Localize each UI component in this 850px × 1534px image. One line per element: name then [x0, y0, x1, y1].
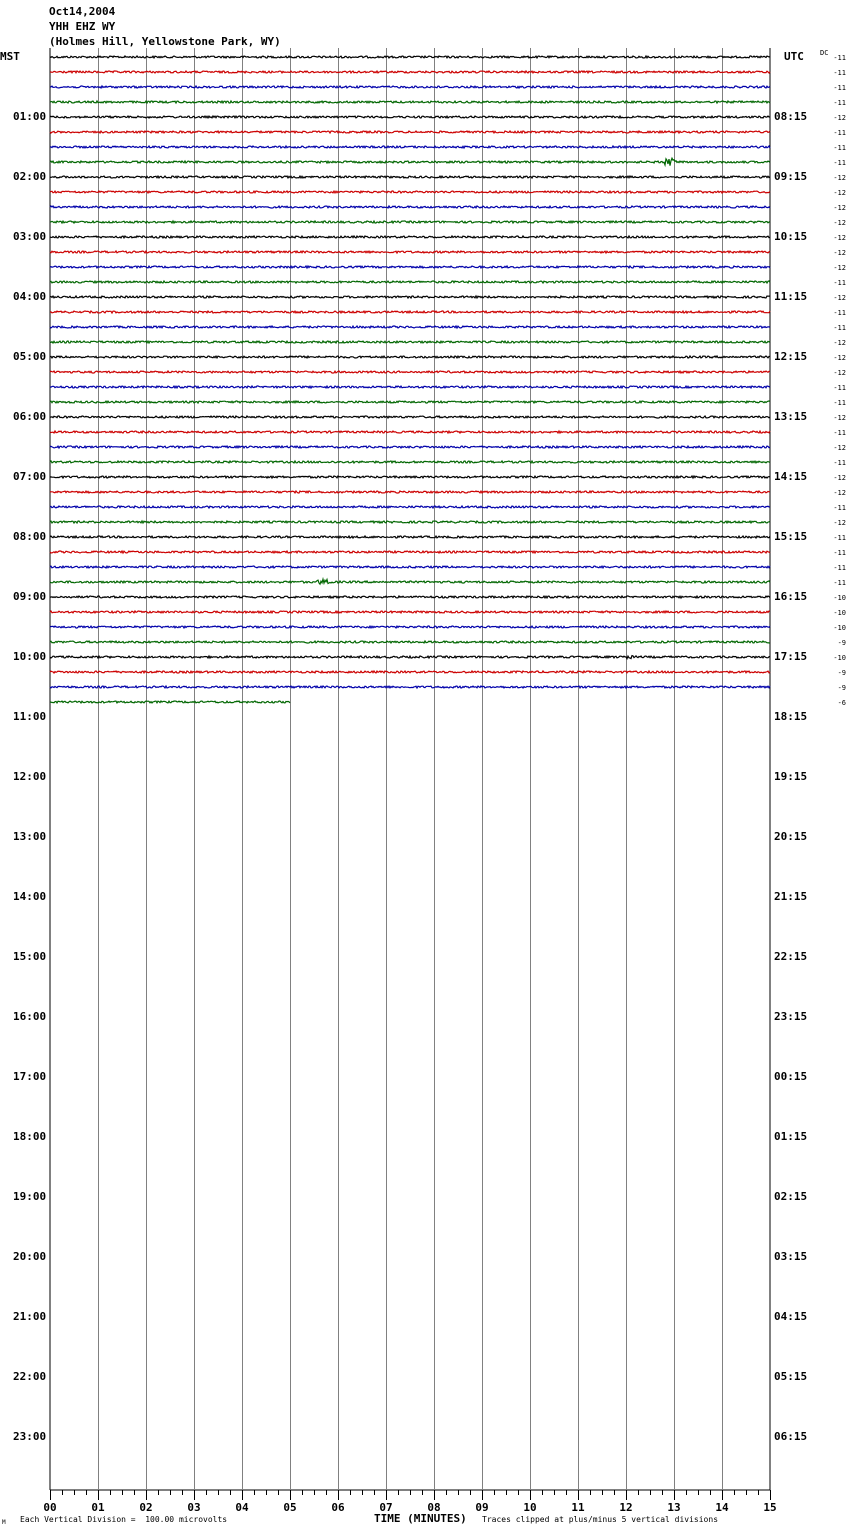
- dc-offset-label: -12: [833, 264, 846, 272]
- x-tick-label: 14: [715, 1501, 729, 1514]
- mst-hour-label: 03:00: [13, 230, 47, 243]
- mst-hour-label: 13:00: [13, 830, 47, 843]
- utc-hour-label: 06:15: [774, 1430, 808, 1443]
- dc-offset-label: -11: [833, 129, 846, 137]
- dc-offset-label: -11: [833, 159, 846, 167]
- dc-offset-label: -12: [833, 174, 846, 182]
- dc-offset-label: -11: [833, 564, 846, 572]
- dc-offset-label: -11: [833, 99, 846, 107]
- mst-hour-label: 21:00: [13, 1310, 47, 1323]
- seismic-trace: [50, 326, 770, 328]
- left-axis-title: MST: [0, 50, 20, 63]
- x-tick-label: 00: [43, 1501, 57, 1514]
- seismic-trace: [50, 506, 770, 508]
- seismic-trace: [50, 56, 770, 58]
- seismic-trace: [50, 356, 770, 358]
- mst-hour-label: 23:00: [13, 1430, 47, 1443]
- utc-hour-label: 09:15: [774, 170, 808, 183]
- mst-hour-label: 14:00: [13, 890, 47, 903]
- mst-hour-label: 07:00: [13, 470, 47, 483]
- seismic-trace: [50, 191, 770, 193]
- clip-note: Traces clipped at plus/minus 5 vertical divisions: [482, 1515, 719, 1524]
- dc-offset-label: -12: [833, 189, 846, 197]
- dc-offset-label: -11: [833, 579, 846, 587]
- seismic-trace: [50, 551, 770, 553]
- seismic-trace: [50, 579, 770, 584]
- utc-hour-label: 20:15: [774, 830, 808, 843]
- dc-offset-label: -11: [833, 459, 846, 467]
- mst-hour-label: 09:00: [13, 590, 47, 603]
- utc-hour-label: 15:15: [774, 530, 808, 543]
- seismic-trace: [50, 71, 770, 73]
- utc-hour-label: 13:15: [774, 410, 808, 423]
- x-tick-label: 03: [187, 1501, 201, 1514]
- seismic-trace: [50, 221, 770, 223]
- dc-offset-label: -10: [833, 624, 846, 632]
- mst-hour-label: 19:00: [13, 1190, 47, 1203]
- dc-offset-label: -6: [837, 699, 846, 707]
- x-tick-label: 10: [523, 1501, 537, 1514]
- seismic-trace: [50, 158, 770, 165]
- dc-offset-label: -9: [837, 684, 846, 692]
- mst-hour-label: 17:00: [13, 1070, 47, 1083]
- utc-hour-label: 21:15: [774, 890, 808, 903]
- utc-hour-label: 03:15: [774, 1250, 808, 1263]
- utc-hour-label: 11:15: [774, 290, 808, 303]
- x-tick-label: 08: [427, 1501, 441, 1514]
- utc-hour-label: 05:15: [774, 1370, 808, 1383]
- seismic-trace: [50, 656, 770, 659]
- seismic-trace: [50, 431, 770, 433]
- seismic-trace: [50, 626, 770, 628]
- seismic-trace: [50, 521, 770, 523]
- station-location: (Holmes Hill, Yellowstone Park, WY): [49, 35, 281, 48]
- dc-offset-label: -11: [833, 54, 846, 62]
- dc-offset-label: -11: [833, 399, 846, 407]
- dc-offset-label: -11: [833, 324, 846, 332]
- utc-hour-label: 22:15: [774, 950, 808, 963]
- seismic-trace: [50, 596, 770, 598]
- dc-offset-label: -11: [833, 279, 846, 287]
- dc-offset-label: -11: [833, 534, 846, 542]
- dc-offset-label: -12: [833, 204, 846, 212]
- mst-hour-label: 18:00: [13, 1130, 47, 1143]
- utc-hour-label: 10:15: [774, 230, 808, 243]
- seismic-trace: [50, 671, 770, 673]
- corner-mark: M: [2, 1519, 6, 1526]
- x-tick-label: 01: [91, 1501, 105, 1514]
- x-axis-title: TIME (MINUTES): [374, 1512, 467, 1525]
- seismic-trace: [50, 476, 770, 478]
- x-tick-label: 12: [619, 1501, 633, 1514]
- dc-offset-label: -12: [833, 444, 846, 452]
- seismic-trace: [50, 446, 770, 448]
- mst-hour-label: 01:00: [13, 110, 47, 123]
- seismic-trace: [50, 611, 770, 613]
- utc-hour-label: 08:15: [774, 110, 808, 123]
- utc-hour-label: 23:15: [774, 1010, 808, 1023]
- seismic-trace: [50, 461, 770, 463]
- dc-offset-label: -11: [833, 69, 846, 77]
- dc-offset-label: -10: [833, 609, 846, 617]
- station-code: YHH EHZ WY: [49, 20, 116, 33]
- seismic-trace: [50, 371, 770, 373]
- seismic-trace: [50, 686, 770, 688]
- utc-hour-label: 18:15: [774, 710, 808, 723]
- mst-hour-label: 10:00: [13, 650, 47, 663]
- seismic-trace: [50, 701, 290, 703]
- dc-offset-label: -11: [833, 84, 846, 92]
- mst-hour-label: 02:00: [13, 170, 47, 183]
- utc-hour-label: 04:15: [774, 1310, 808, 1323]
- seismic-trace: [50, 266, 770, 268]
- dc-offset-label: -9: [837, 669, 846, 677]
- seismic-trace: [50, 146, 770, 148]
- dc-offset-label: -12: [833, 369, 846, 377]
- utc-hour-label: 16:15: [774, 590, 808, 603]
- seismic-trace: [50, 491, 770, 493]
- seismic-trace: [50, 251, 770, 253]
- mst-hour-label: 15:00: [13, 950, 47, 963]
- seismic-trace: [50, 131, 770, 133]
- dc-offset-label: -11: [833, 549, 846, 557]
- seismic-trace: [50, 386, 770, 388]
- mst-hour-label: 16:00: [13, 1010, 47, 1023]
- dc-offset-label: -10: [833, 594, 846, 602]
- dc-offset-label: -12: [833, 114, 846, 122]
- dc-offset-label: -12: [833, 354, 846, 362]
- dc-offset-label: -10: [833, 654, 846, 662]
- x-tick-label: 07: [379, 1501, 393, 1514]
- dc-offset-label: -12: [833, 219, 846, 227]
- seismic-trace: [50, 641, 770, 643]
- seismic-trace: [50, 101, 770, 103]
- utc-hour-label: 01:15: [774, 1130, 808, 1143]
- utc-hour-label: 12:15: [774, 350, 808, 363]
- mst-hour-label: 22:00: [13, 1370, 47, 1383]
- seismic-trace: [50, 566, 770, 568]
- dc-offset-label: -12: [833, 339, 846, 347]
- dc-offset-label: -12: [833, 474, 846, 482]
- seismic-trace: [50, 311, 770, 313]
- x-tick-label: 06: [331, 1501, 345, 1514]
- dc-offset-label: -11: [833, 309, 846, 317]
- seismic-trace: [50, 401, 770, 403]
- mst-hour-label: 06:00: [13, 410, 47, 423]
- dc-offset-label: -12: [833, 489, 846, 497]
- x-tick-label: 05: [283, 1501, 297, 1514]
- x-tick-label: 04: [235, 1501, 249, 1514]
- record-date: Oct14,2004: [49, 5, 116, 18]
- scale-note: Each Vertical Division = 100.00 microvolts: [20, 1515, 228, 1524]
- x-tick-label: 09: [475, 1501, 489, 1514]
- seismic-trace: [50, 536, 770, 538]
- seismic-trace: [50, 206, 770, 208]
- dc-offset-label: -11: [833, 144, 846, 152]
- x-tick-label: 15: [763, 1501, 777, 1514]
- dc-offset-label: -9: [837, 639, 846, 647]
- seismic-trace: [50, 236, 770, 238]
- mst-hour-label: 11:00: [13, 710, 47, 723]
- seismic-trace: [50, 176, 770, 178]
- dc-offset-label: -11: [833, 384, 846, 392]
- mst-hour-label: 04:00: [13, 290, 47, 303]
- x-tick-label: 11: [571, 1501, 585, 1514]
- dc-offset-label: -12: [833, 414, 846, 422]
- dc-header: DC: [820, 49, 829, 57]
- dc-offset-label: -11: [833, 504, 846, 512]
- seismic-trace: [50, 416, 770, 418]
- utc-hour-label: 00:15: [774, 1070, 808, 1083]
- mst-hour-label: 20:00: [13, 1250, 47, 1263]
- utc-hour-label: 17:15: [774, 650, 808, 663]
- x-tick-label: 13: [667, 1501, 681, 1514]
- seismic-trace: [50, 296, 770, 298]
- seismic-trace: [50, 281, 770, 283]
- right-axis-title: UTC: [784, 50, 804, 63]
- x-tick-label: 02: [139, 1501, 153, 1514]
- seismic-trace: [50, 86, 770, 88]
- dc-offset-label: -12: [833, 294, 846, 302]
- dc-offset-label: -12: [833, 519, 846, 527]
- dc-offset-label: -11: [833, 429, 846, 437]
- utc-hour-label: 14:15: [774, 470, 808, 483]
- seismic-trace: [50, 116, 770, 118]
- mst-hour-label: 05:00: [13, 350, 47, 363]
- mst-hour-label: 08:00: [13, 530, 47, 543]
- utc-hour-label: 19:15: [774, 770, 808, 783]
- seismic-trace: [50, 341, 770, 343]
- dc-offset-label: -12: [833, 249, 846, 257]
- dc-offset-label: -12: [833, 234, 846, 242]
- utc-hour-label: 02:15: [774, 1190, 808, 1203]
- mst-hour-label: 12:00: [13, 770, 47, 783]
